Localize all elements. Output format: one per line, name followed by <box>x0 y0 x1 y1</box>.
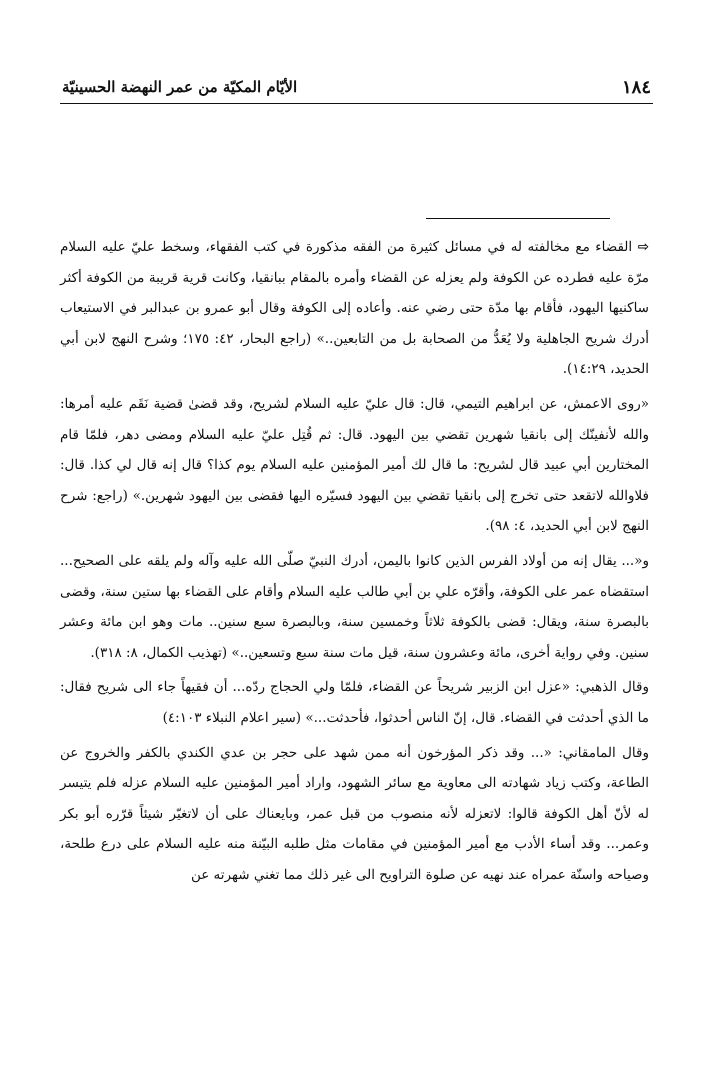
header-rule <box>60 103 653 104</box>
page-number: ١٨٤ <box>621 76 651 98</box>
paragraph <box>60 232 649 385</box>
footnote-separator <box>426 218 610 219</box>
continuation-arrow-icon: ⇨ <box>637 239 649 255</box>
page-header <box>62 74 651 100</box>
footnote-body <box>60 232 649 894</box>
paragraph: وقال الذهبي: «عزل ابن الزبير شريحاً عن القضاء، فلمّا ولي الحجاج ردّه... أن فقيهاً جاء الى شريح فقال: ما الذي أحدثت في القضاء. قال، إنّ الناس أحدثوا، فأحدثت...» (سير اعلام النبلاء ٤:١٠٣) <box>60 679 649 726</box>
paragraph: و«... يقال إنه من أولاد الفرس الذين كانوا باليمن، أدرك النبيّ صلّى الله عليه وآله ولم يلقه على الصحيح... استقضاه عمر على الكوفة، وأقرّه علي بن أبي طالب عليه السلام وأقام على القضاء بها ستين سنة، وقضى بالبصرة سنة، ويقال: قضى بالكوفة ثلاثاً وخمسين سنة، وبالبصرة سبع سنين.. مات وهو ابن مائة وعشر سنين. وفي رواية أخرى، مائة وعشرون سنة، قيل مات سنة سبع وتسعين..» (تهذيب الكمال، ٨: ٣١٨). <box>60 552 649 661</box>
running-title: الأيّام المكيّة من عمر النهضة الحسينيّة <box>62 78 298 96</box>
paragraph-text: القضاء مع مخالفته له في مسائل كثيرة من الفقه مذكورة في كتب الفقهاء، وسخط عليّ عليه السلام مرّة عليه فطرده عن الكوفة ولم يعزله عن القضاء وأمره بالمقام ببانقيا، وكانت قرية قريبة من الكوفة أكثر ساكنيها اليهود، فأقام بها مدّة حتى رضي عنه. وأعاده إلى الكوفة وقال أبو عمرو بن عبدالبر في الاستيعاب أدرك شريح الجاهلية ولا يُعَدُّ من الصحابة بل من التابعين..» (راجع البحار، ٤٢: ١٧٥؛ وشرح النهج لابن أبي الحديد، ١٤:٢٩). <box>60 239 649 378</box>
paragraph: وقال المامقاني: «... وقد ذكر المؤرخون أنه ممن شهد على حجر بن عدي الكندي بالكفر والخروج عن الطاعة، وكتب زياد شهادته الى معاوية مع سائر الشهود، واراد أمير المؤمنين عليه السلام عزله فلم يتيسر له لأنّ أهل الكوفة قالوا: لاتعزله لأنه منصوب من قبل عمر، وبايعناك على أن لاتغيّر شيئاً قرّره أبو بكر وعمر... وقد أساء الأدب مع أمير المؤمنين في مقامات مثل طلبه البيّنة منه عليه السلام على درع طلحة، وصياحه واسنّة عمراه عند نهيه عن صلوة التراويح الى غير ذلك مما تغني شهرته عن <box>60 744 649 883</box>
paragraph: «روى الاعمش، عن ابراهيم التيمي، قال: قال عليّ عليه السلام لشريح، وقد قضىٰ قضية نَقَم عليه أمرها: والله لأنفينّك إلى بانقيا شهرين تقضي بين اليهود. قال: ثم قُتِل عليّ عليه السلام ومضى دهر، فلمّا قام المختارين أبي عبيد قال لشريح: ما قال لك أمير المؤمنين عليه السلام يوم كذا؟ قال إنه قال لي كذا. قال: فلاوالله لاتقعد حتى تخرج إلى بانقيا تقضي بين اليهود فسيّره اليها فقضى بين اليهود شهرين.» (راجع: شرح النهج لابن أبي الحديد، ٤: ٩٨). <box>60 395 649 535</box>
